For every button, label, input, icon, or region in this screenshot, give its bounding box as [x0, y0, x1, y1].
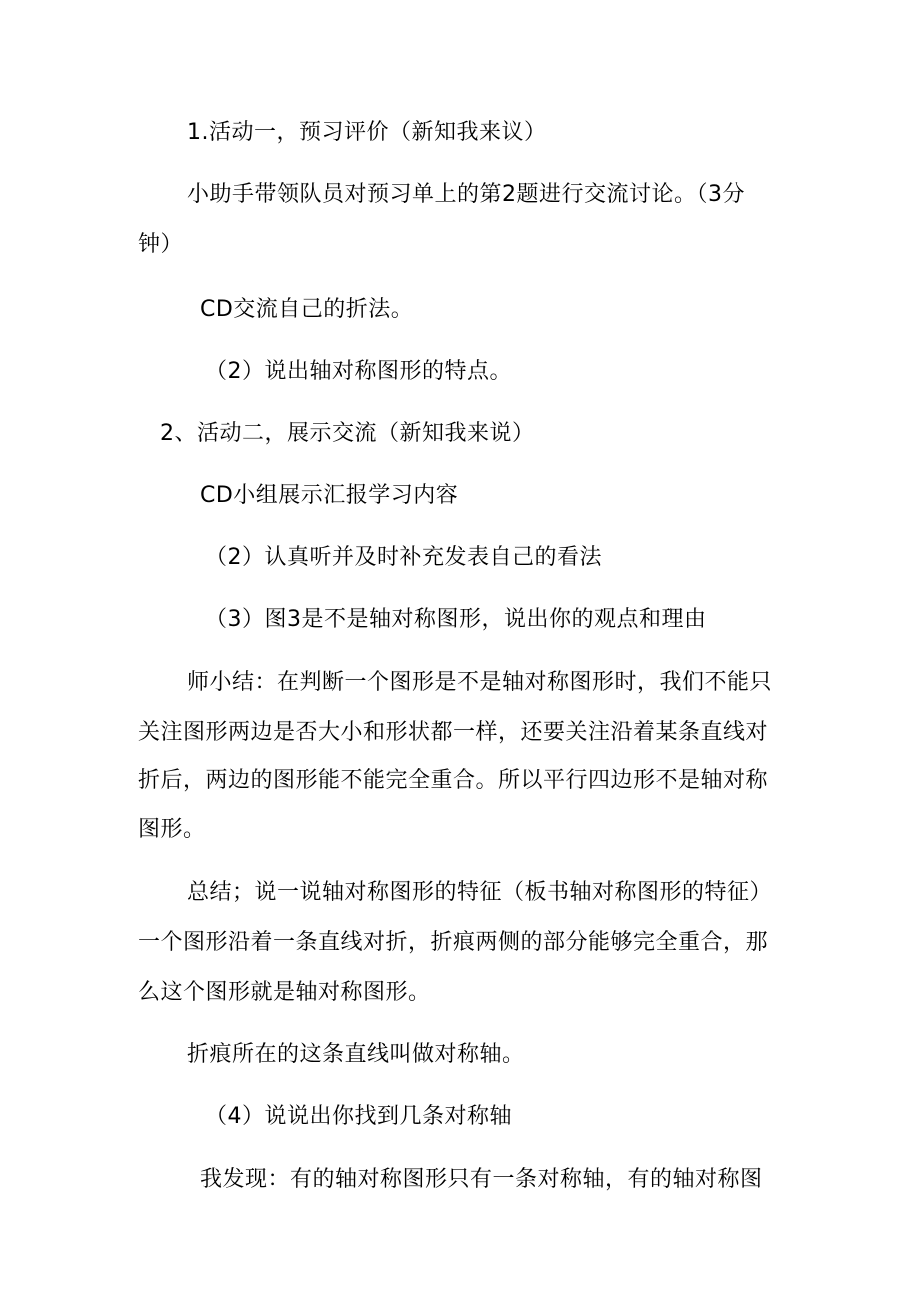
- paragraph-line: 我发现：有的轴对称图形只有一条对称轴，有的轴对称图: [200, 1167, 763, 1192]
- paragraph-line: 折痕所在的这条直线叫做对称轴。: [187, 1042, 525, 1067]
- list-item: CD小组展示汇报学习内容: [200, 483, 459, 508]
- paragraph-line: 折后，两边的图形能不能完全重合。所以平行四边形不是轴对称: [138, 768, 769, 793]
- paragraph-line: 总结；说一说轴对称图形的特征（板书轴对称图形的特征）: [187, 880, 773, 905]
- list-item: （3）图3是不是轴对称图形，说出你的观点和理由: [205, 607, 707, 632]
- list-item: （2）认真听并及时补充发表自己的看法: [205, 545, 602, 570]
- list-item: （2）说出轴对称图形的特点。: [205, 359, 512, 384]
- paragraph-line: 师小结：在判断一个图形是不是轴对称图形时，我们不能只: [187, 670, 773, 695]
- heading-activity-1: 1.活动一，预习评价（新知我来议）: [187, 120, 547, 145]
- list-item: CD交流自己的折法。: [200, 297, 414, 322]
- heading-activity-2: 2、活动二，展示交流（新知我来说）: [160, 421, 535, 446]
- paragraph-line: 关注图形两边是否大小和形状都一样，还要关注沿着某条直线对: [138, 720, 769, 745]
- list-item: （4）说说出你找到几条对称轴: [205, 1104, 512, 1129]
- paragraph-line: 一个图形沿着一条直线对折，折痕两侧的部分能够完全重合，那: [138, 930, 769, 955]
- paragraph-line: 么这个图形就是轴对称图形。: [138, 980, 431, 1005]
- paragraph-line: 图形。: [138, 817, 206, 842]
- paragraph-line: 钟）: [138, 232, 184, 257]
- paragraph-line: 小助手带领队员对预习单上的第2题进行交流讨论。（3分: [187, 182, 745, 207]
